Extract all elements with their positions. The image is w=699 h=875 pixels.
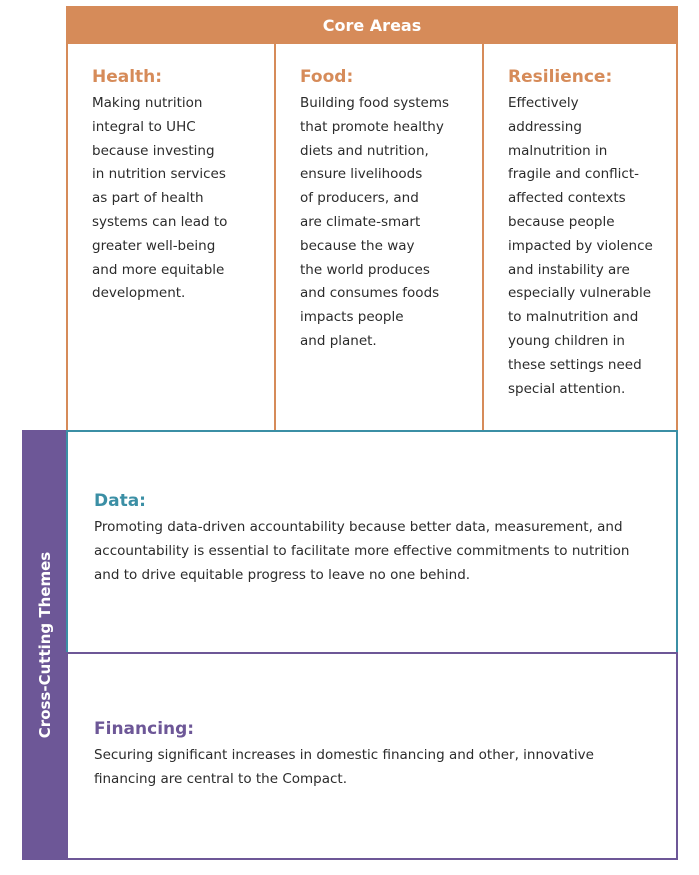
- cross-cutting-sidebar: [22, 430, 68, 860]
- text-line: special attention.: [508, 380, 626, 397]
- text-line: development.: [92, 285, 186, 302]
- text-line: Securing significant increases in domestic financing and other, innovative: [94, 747, 594, 763]
- text-line: and to drive equitable progress to leave no one behind.: [94, 566, 471, 583]
- text-line: Making nutrition: [92, 95, 203, 111]
- text-line: because investing: [92, 142, 215, 159]
- text-line: fragile and conflict-: [508, 166, 640, 183]
- text-line: and instability are: [508, 261, 630, 278]
- text-line: these settings need: [508, 356, 642, 373]
- text-line: addressing: [508, 118, 582, 135]
- resilience-title: Resilience:: [508, 67, 613, 87]
- text-line: malnutrition in: [508, 142, 608, 159]
- text-line: as part of health: [92, 190, 204, 207]
- food-title: Food:: [300, 67, 354, 87]
- text-line: especially vulnerable: [508, 285, 652, 302]
- resilience-column: [482, 44, 678, 430]
- text-line: accountability is essential to facilitate more effective commitments to nutrition: [94, 542, 630, 559]
- text-line: and more equitable: [92, 261, 225, 278]
- text-line: financing are central to the Compact.: [94, 770, 348, 787]
- text-line: because the way: [300, 237, 415, 254]
- core-areas-title: Core Areas: [322, 15, 422, 35]
- text-line: Building food systems: [300, 95, 450, 111]
- data-title: Data:: [94, 491, 146, 511]
- text-line: Promoting data-driven accountability because better data, measurement, and: [94, 519, 623, 535]
- text-line: and consumes foods: [300, 285, 440, 302]
- text-line: systems can lead to: [92, 213, 228, 230]
- text-line: in nutrition services: [92, 166, 226, 183]
- text-line: greater well-being: [92, 237, 216, 254]
- financing-theme-box: [66, 652, 678, 860]
- financing-title: Financing:: [94, 719, 195, 739]
- text-line: the world produces: [300, 261, 430, 278]
- health-title: Health:: [92, 67, 163, 87]
- resilience-text: [508, 92, 676, 401]
- text-line: young children in: [508, 332, 625, 349]
- text-line: that promote healthy: [300, 118, 444, 135]
- core-areas-header: [66, 6, 678, 44]
- health-column: [66, 44, 274, 430]
- text-line: because people: [508, 213, 615, 230]
- text-line: affected contexts: [508, 190, 626, 207]
- text-line: impacts people: [300, 309, 404, 326]
- text-line: diets and nutrition,: [300, 142, 429, 159]
- text-line: of producers, and: [300, 190, 419, 207]
- cross-cutting-label: Cross-Cutting Themes: [36, 551, 54, 739]
- food-column: [274, 44, 482, 430]
- data-text: [94, 516, 676, 587]
- health-text: [92, 92, 274, 306]
- text-line: are climate-smart: [300, 213, 421, 230]
- text-line: impacted by violence: [508, 237, 653, 254]
- text-line: Effectively: [508, 95, 579, 111]
- text-line: ensure livelihoods: [300, 166, 423, 183]
- food-text: [300, 92, 482, 354]
- text-line: integral to UHC: [92, 118, 196, 135]
- text-line: and planet.: [300, 332, 377, 349]
- financing-text: [94, 744, 676, 792]
- data-theme-box: [66, 430, 678, 652]
- text-line: to malnutrition and: [508, 309, 639, 326]
